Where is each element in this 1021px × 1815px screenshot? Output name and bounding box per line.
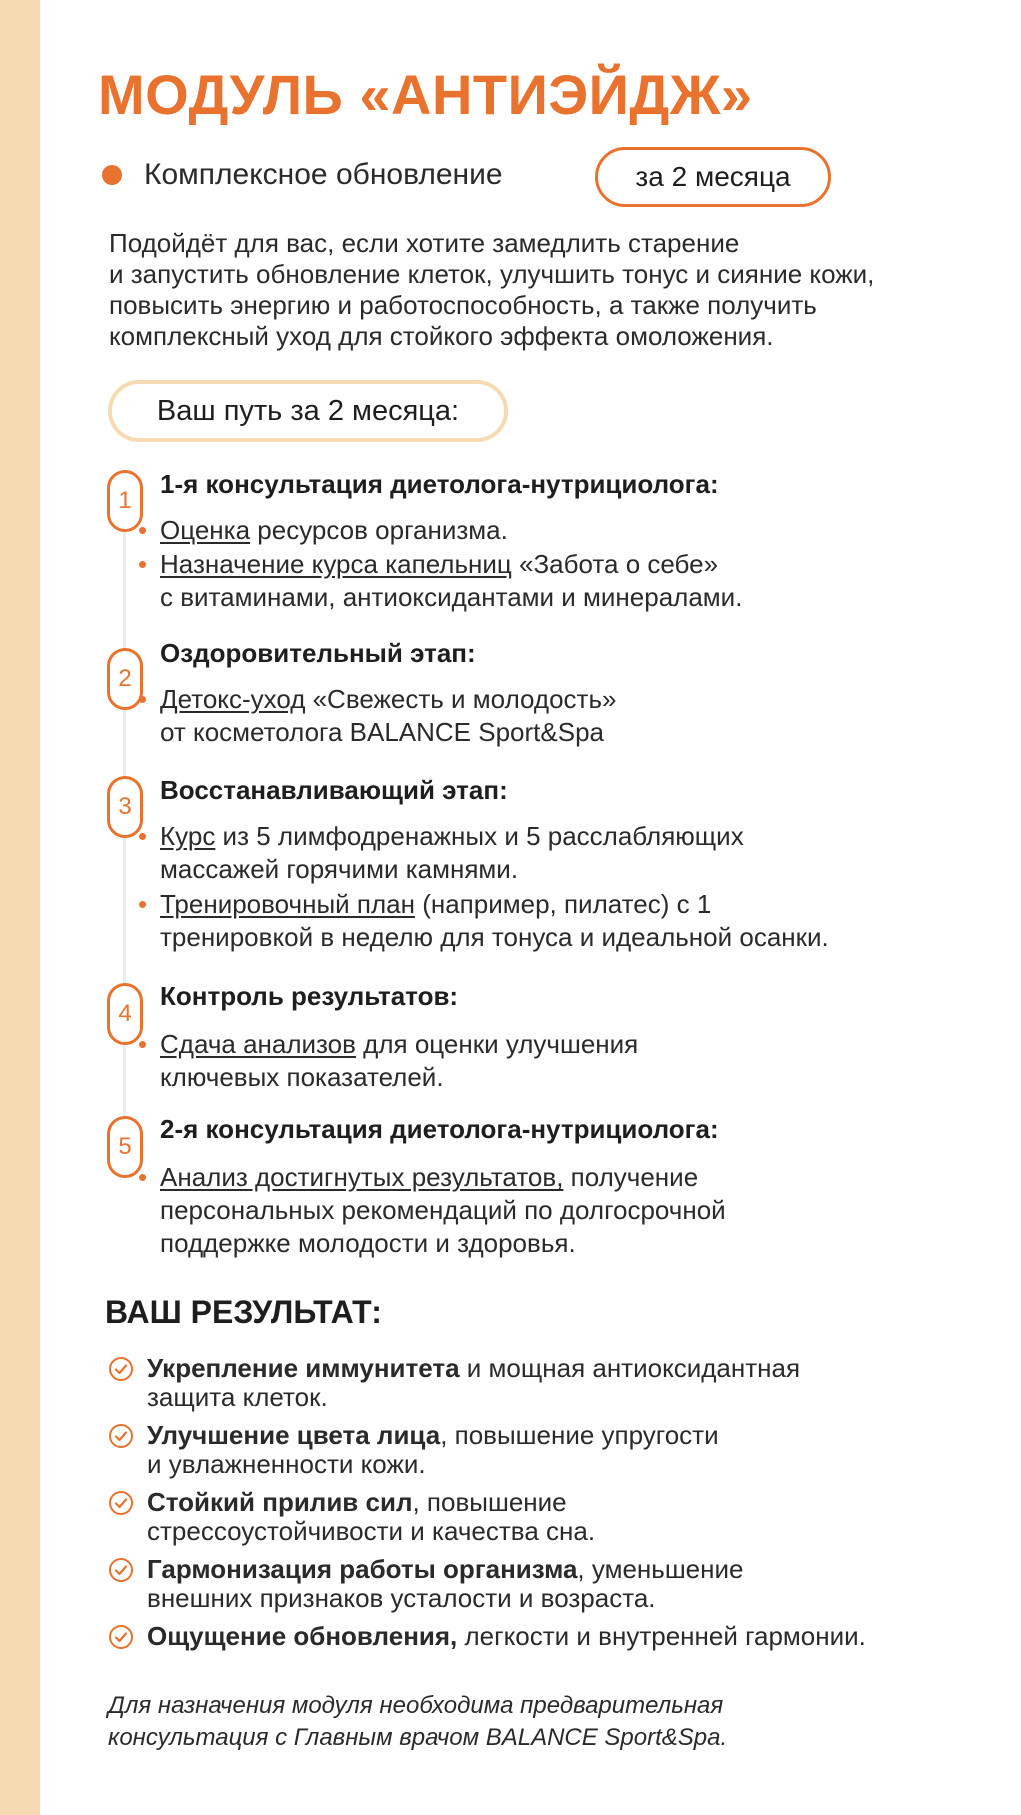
bullet-icon: •	[138, 684, 148, 714]
step-item-link[interactable]: Детокс-уход	[160, 684, 306, 714]
step-item-text: «Свежесть и молодость»	[305, 684, 617, 714]
step-title: Контроль результатов:	[160, 981, 459, 1011]
step-item-text: поддержке молодости и здоровья.	[160, 1228, 576, 1258]
footer-line: Для назначения модуля необходима предварительная	[108, 1692, 724, 1719]
step-item-link[interactable]: Анализ достигнутых результатов,	[160, 1162, 564, 1192]
step-item-text: с витаминами, антиоксидантами и минералами.	[160, 582, 743, 612]
step-item-link[interactable]: Назначение курса капельниц	[160, 549, 512, 579]
step-item	[138, 514, 508, 547]
result-rest: , уменьшение	[577, 1554, 744, 1584]
path-label: Ваш путь за 2 месяца:	[108, 380, 508, 442]
step-item	[138, 1161, 726, 1260]
step-number-1: 1	[107, 470, 143, 532]
step-number-2: 2	[107, 648, 143, 710]
step-item-text: тренировкой в неделю для тонуса и идеальной осанки.	[160, 922, 829, 952]
footer-note	[108, 1690, 988, 1754]
check-circle-icon	[108, 1490, 134, 1516]
step-item-text: «Забота о себе»	[511, 549, 719, 579]
check-circle-icon	[108, 1624, 134, 1650]
step-number-5: 5	[107, 1116, 143, 1178]
step-item-text: для оценки улучшения	[355, 1029, 639, 1059]
result-rest: , повышение упругости	[440, 1420, 719, 1450]
step-title: Восстанавливающий этап:	[160, 775, 508, 805]
result-bold: Улучшение цвета лица	[147, 1420, 441, 1450]
result-rest: и увлажненности кожи.	[147, 1449, 426, 1479]
result-rest: защита клеток.	[147, 1382, 328, 1412]
bullet-icon: •	[138, 549, 148, 579]
bullet-icon: •	[138, 889, 148, 919]
step-number-3: 3	[107, 776, 143, 838]
step-title: 1-я консультация диетолога-нутрициолога:	[160, 469, 719, 499]
result-rest: и мощная антиоксидантная	[459, 1353, 801, 1383]
term-badge: за 2 месяца	[595, 147, 831, 207]
step-item-text: ресурсов организма.	[250, 515, 508, 545]
step-item-text: массажей горячими камнями.	[160, 854, 519, 884]
result-rest: внешних признаков усталости и возраста.	[147, 1583, 656, 1613]
step-item-text: (например, пилатес) с 1	[414, 889, 712, 919]
step-item	[138, 548, 743, 614]
step-title: 2-я консультация диетолога-нутрициолога:	[160, 1114, 719, 1144]
result-rest: легкости и внутренней гармонии.	[457, 1621, 866, 1651]
step-item-text: персональных рекомендаций по долгосрочной	[160, 1195, 726, 1225]
result-bold: Стойкий прилив сил	[147, 1487, 413, 1517]
subtitle: Комплексное обновление	[144, 158, 503, 191]
intro-text	[109, 228, 989, 352]
result-text	[147, 1555, 1007, 1613]
step-item	[138, 683, 617, 749]
result-title: ВАШ РЕЗУЛЬТАТ:	[105, 1294, 382, 1330]
step-item-text: от косметолога BALANCE Sport&Spa	[160, 717, 604, 747]
result-text	[147, 1488, 1007, 1546]
result-rest: , повышение	[412, 1487, 567, 1517]
step-item-text: получение	[563, 1162, 699, 1192]
step-item	[138, 1028, 639, 1094]
bullet-dot-icon	[102, 165, 122, 185]
intro-line: Подойдёт для вас, если хотите замедлить старение	[109, 228, 740, 258]
step-item-link[interactable]: Курс	[160, 821, 216, 851]
step-item	[138, 888, 829, 954]
step-item-text: ключевых показателей.	[160, 1062, 444, 1092]
page-title: МОДУЛЬ «АНТИЭЙДЖ»	[98, 63, 753, 126]
step-number-4: 4	[107, 983, 143, 1045]
bullet-icon: •	[138, 821, 148, 851]
step-item-text: из 5 лимфодренажных и 5 расслабляющих	[215, 821, 744, 851]
step-item	[138, 820, 744, 886]
result-text	[147, 1622, 1007, 1651]
step-item-link[interactable]: Тренировочный план	[160, 889, 415, 919]
intro-line: комплексный уход для стойкого эффекта омоложения.	[109, 321, 774, 351]
result-bold: Ощущение обновления,	[147, 1621, 458, 1651]
footer-line: консультация с Главным врачом BALANCE Sport&Spa.	[108, 1724, 728, 1751]
check-circle-icon	[108, 1423, 134, 1449]
bullet-icon: •	[138, 1029, 148, 1059]
bullet-icon: •	[138, 515, 148, 545]
check-circle-icon	[108, 1356, 134, 1382]
intro-line: повысить энергию и работоспособность, а также получить	[109, 290, 817, 320]
bullet-icon: •	[138, 1162, 148, 1192]
step-item-link[interactable]: Сдача анализов	[160, 1029, 356, 1059]
intro-line: и запустить обновление клеток, улучшить тонус и сияние кожи,	[109, 259, 875, 289]
result-text	[147, 1354, 1007, 1412]
result-bold: Гармонизация работы организма	[147, 1554, 578, 1584]
result-bold: Укрепление иммунитета	[147, 1353, 460, 1383]
step-title: Оздоровительный этап:	[160, 638, 476, 668]
step-item-link[interactable]: Оценка	[160, 515, 251, 545]
result-text	[147, 1421, 1007, 1479]
result-rest: стрессоустойчивости и качества сна.	[147, 1516, 596, 1546]
check-circle-icon	[108, 1557, 134, 1583]
